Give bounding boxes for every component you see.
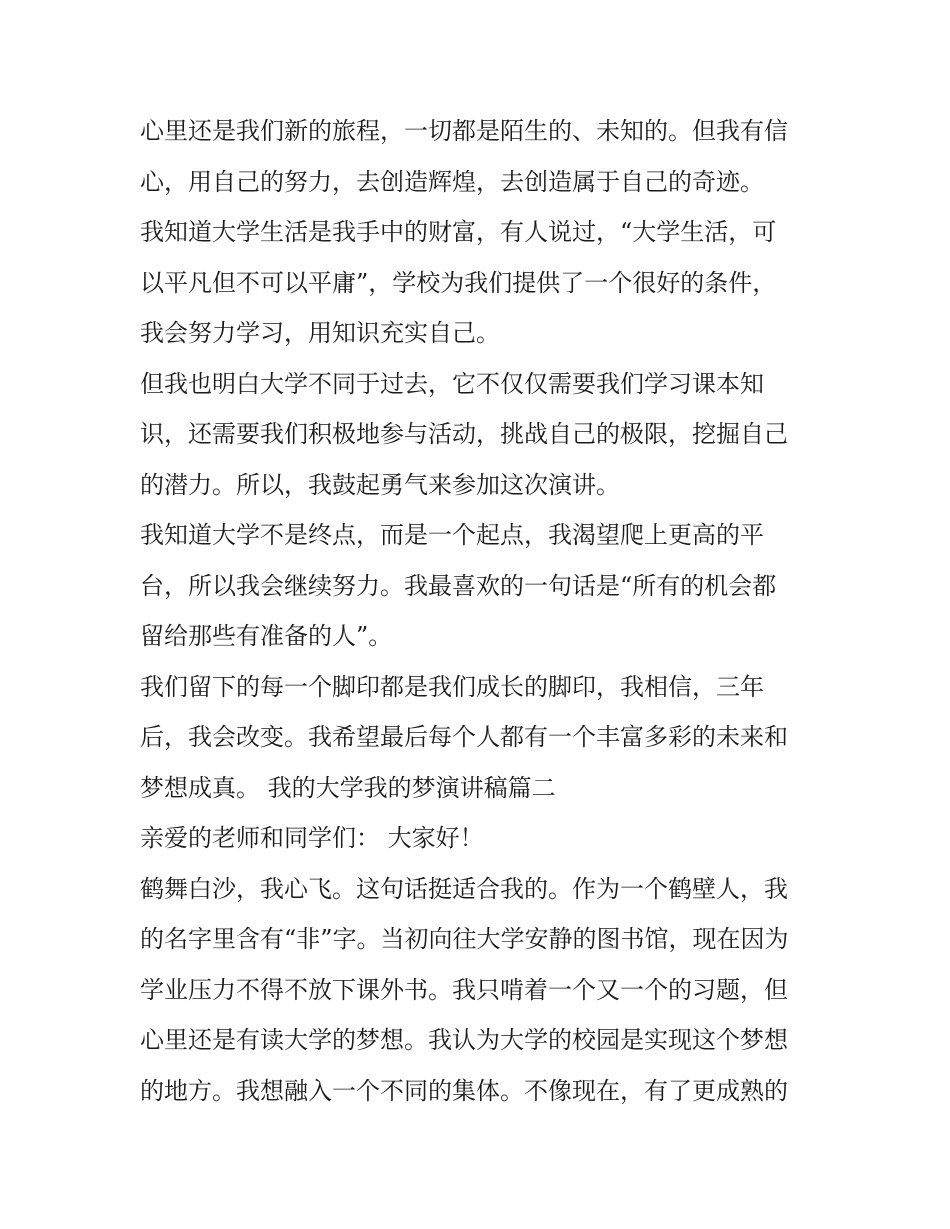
text-line: 心，用自己的努力，去创造辉煌，去创造属于自己的奇迹。 [140, 167, 764, 196]
text-line: 我们留下的每一个脚印都是我们成长的脚印，我相信，三年 [140, 672, 764, 701]
text-line: 后，我会改变。我希望最后每个人都有一个丰富多彩的未来和 [140, 723, 788, 751]
text-line: 我知道大学生活是我手中的财富，有人说过，“大学生活，可 [140, 218, 777, 246]
document-body [140, 106, 820, 1116]
text-line: 梦想成真。 我的大学我的梦演讲稿篇二 [140, 773, 556, 802]
text-line: 我知道大学不是终点，而是一个起点，我渴望爬上更高的平 [140, 521, 764, 549]
text-line: 识，还需要我们积极地参与活动，挑战自己的极限，挖掘自己 [140, 420, 788, 448]
text-line: 心里还是有读大学的梦想。我认为大学的校园是实现这个梦想 [140, 1026, 788, 1054]
text-line: 以平凡但不可以平庸”，学校为我们提供了一个很好的条件， [140, 268, 777, 297]
text-line: 的地方。我想融入一个不同的集体。不像现在，有了更成熟的 [140, 1076, 788, 1105]
text-line: 鹤舞白沙，我心飞。这句话挺适合我的。作为一个鹤壁人，我 [140, 874, 788, 903]
text-line: 的名字里含有“非”字。当初向往大学安静的图书馆，现在因为 [140, 925, 789, 953]
text-line: 亲爱的老师和同学们： 大家好！ [140, 824, 484, 852]
text-line: 但我也明白大学不同于过去，它不仅仅需要我们学习课本知 [140, 369, 764, 398]
text-line: 学业压力不得不放下课外书。我只啃着一个又一个的习题，但 [140, 975, 788, 1004]
text-line: 台，所以我会继续努力。我最喜欢的一句话是“所有的机会都 [140, 571, 777, 600]
text-line: 的潜力。所以，我鼓起勇气来参加这次演讲。 [140, 470, 620, 499]
text-line: 我会努力学习，用知识充实自己。 [140, 319, 500, 347]
text-line: 留给那些有准备的人”。 [140, 622, 393, 650]
text-line: 心里还是我们新的旅程，一切都是陌生的、未知的。但我有信 [140, 117, 788, 145]
